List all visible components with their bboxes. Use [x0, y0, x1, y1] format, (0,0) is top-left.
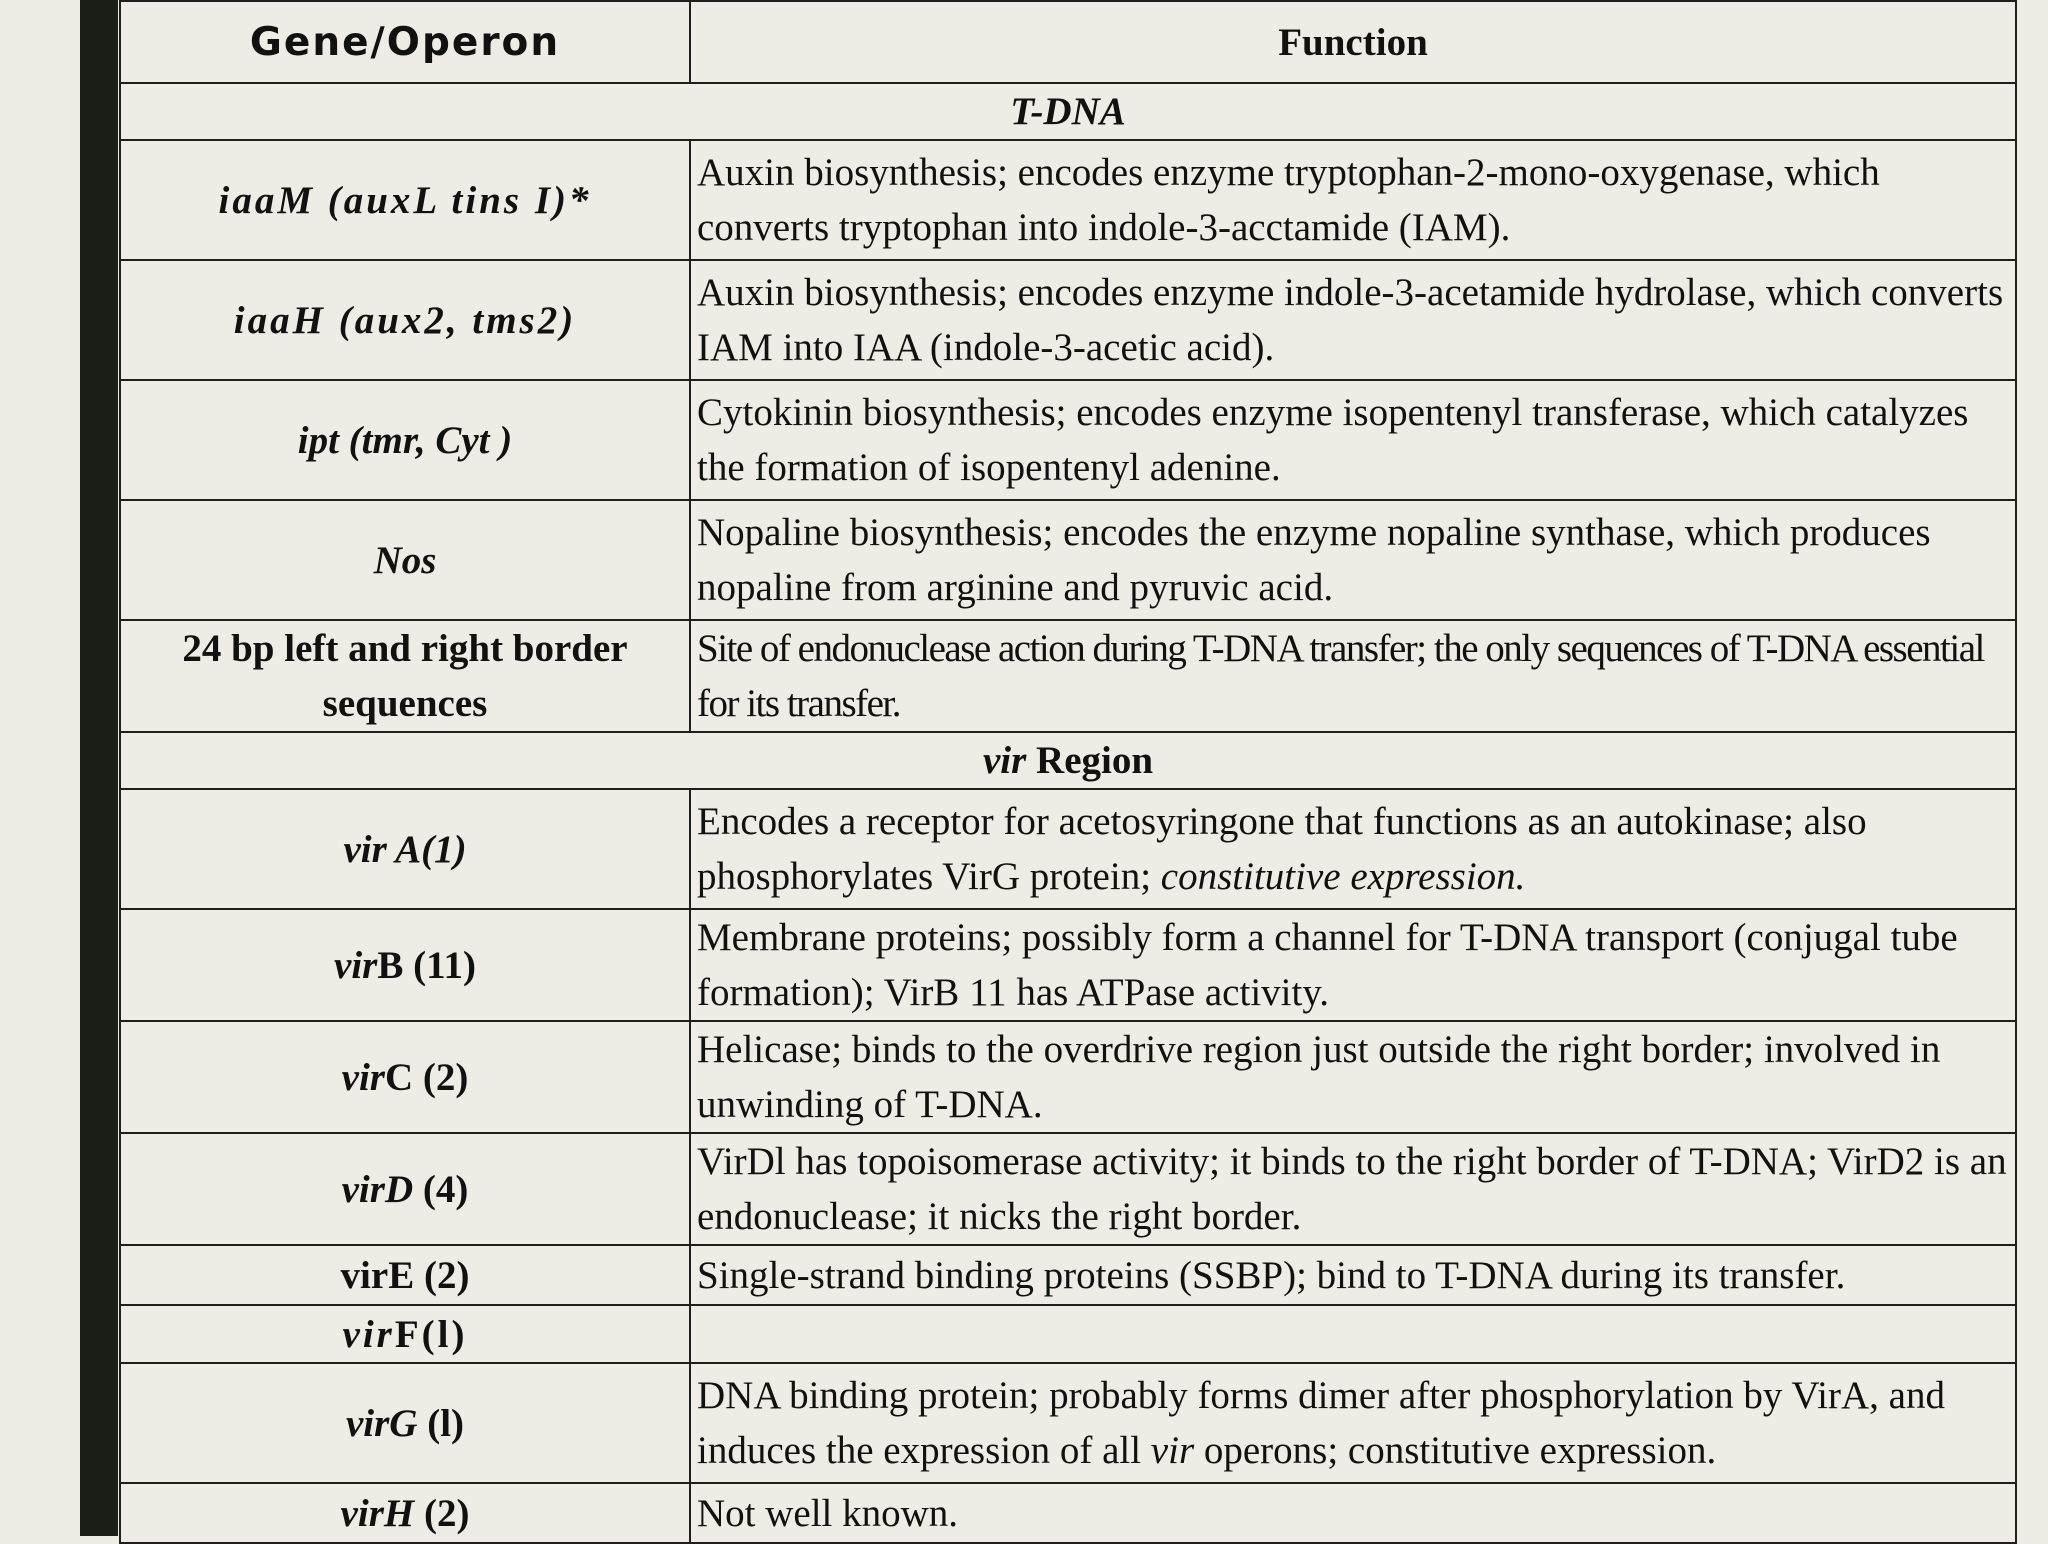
gene-cell: [120, 1021, 690, 1133]
header-function: Function: [690, 1, 2016, 83]
gene-cell: vir A(1): [120, 789, 690, 909]
gene-rest: F(l): [394, 1312, 468, 1356]
function-text-italic: constitutive expression.: [1160, 855, 1526, 898]
table-row: [120, 500, 2016, 620]
table-row: [120, 1363, 2016, 1483]
gene-cell: [120, 1483, 690, 1543]
table-row: [120, 789, 2016, 909]
header-row: [120, 1, 2016, 83]
function-text-tail: operons; constitutive expression.: [1194, 1429, 1717, 1472]
section-title-vir: [120, 732, 2016, 789]
gene-italic: vir: [342, 1312, 395, 1356]
gene-cell: [120, 909, 690, 1021]
section-tdna-label: T-DNA: [1010, 90, 1126, 133]
section-vir-rest: Region: [1026, 739, 1154, 782]
gene-rest: (l): [417, 1401, 465, 1445]
table-row: [120, 140, 2016, 260]
gene-cell: ipt (tmr, Cyt ): [120, 380, 690, 500]
function-cell: [690, 789, 2016, 909]
function-cell: Site of endonuclease action during T-DNA transfer; the only sequences of T-DNA essential for its transfer.: [690, 620, 2016, 732]
header-gene-operon: Gene/Operon: [120, 1, 690, 83]
gene-italic: virG: [345, 1401, 418, 1445]
table-row: [120, 380, 2016, 500]
gene-cell: [120, 1133, 690, 1245]
table-row: [120, 1483, 2016, 1543]
gene-rest: (2): [414, 1491, 470, 1535]
function-cell: Auxin biosynthesis; encodes enzyme tryptophan-2-mono-oxygenase, which converts tryptophan into indole-3-acctamide (IAM).: [690, 140, 2016, 260]
section-row-vir: [120, 732, 2016, 789]
gene-cell: virE (2): [120, 1245, 690, 1305]
function-cell: Single-strand binding proteins (SSBP); bind to T-DNA during its transfer.: [690, 1245, 2016, 1305]
gene-rest: (4): [413, 1167, 469, 1211]
table-row: [120, 620, 2016, 732]
table-row: [120, 260, 2016, 380]
function-cell: Helicase; binds to the overdrive region just outside the right border; involved in unwinding of T-DNA.: [690, 1021, 2016, 1133]
table-row: [120, 1305, 2016, 1363]
gene-italic: virD: [341, 1167, 414, 1211]
gene-rest: B (11): [377, 943, 476, 987]
function-cell: Nopaline biosynthesis; encodes the enzyme nopaline synthase, which produces nopaline from arginine and pyruvic acid.: [690, 500, 2016, 620]
function-text-italic: vir: [1150, 1429, 1195, 1472]
function-cell: Not well known.: [690, 1483, 2016, 1543]
gene-italic: vir: [341, 1055, 385, 1099]
gene-cell: [120, 1363, 690, 1483]
gene-cell: Nos: [120, 500, 690, 620]
function-cell: VirDl has topoisomerase activity; it binds to the right border of T-DNA; VirD2 is an endonuclease; it nicks the right border.: [690, 1133, 2016, 1245]
gene-function-table: [119, 0, 2017, 1544]
table-row: [120, 1133, 2016, 1245]
gene-cell: iaaM (auxL tins I)*: [120, 140, 690, 260]
function-cell: Auxin biosynthesis; encodes enzyme indole-3-acetamide hydrolase, which converts IAM into IAA (indole-3-acetic acid).: [690, 260, 2016, 380]
gene-italic: virH: [340, 1491, 415, 1535]
gene-cell: 24 bp left and right border sequences: [120, 620, 690, 732]
function-cell: [690, 1305, 2016, 1363]
function-text: Encodes a receptor for acetosyringone that functions as an autokinase; also phosphorylates VirG protein;: [697, 800, 1867, 898]
table-row: [120, 909, 2016, 1021]
section-title-tdna: [120, 83, 2016, 140]
function-cell: Membrane proteins; possibly form a channel for T-DNA transport (conjugal tube formation); VirB 11 has ATPase activity.: [690, 909, 2016, 1021]
section-vir-italic: vir: [982, 739, 1027, 782]
table-row: [120, 1245, 2016, 1305]
table-row: [120, 1021, 2016, 1133]
section-row-tdna: [120, 83, 2016, 140]
gene-rest: C (2): [384, 1055, 469, 1099]
function-cell: Cytokinin biosynthesis; encodes enzyme isopentenyl transferase, which catalyzes the formation of isopentenyl adenine.: [690, 380, 2016, 500]
gene-italic: vir: [334, 943, 378, 987]
gene-cell: [120, 1305, 690, 1363]
function-text: DNA binding protein; probably forms dimer after phosphorylation by VirA, and induces the expression of all: [697, 1374, 1945, 1472]
gene-cell: iaaH (aux2, tms2): [120, 260, 690, 380]
function-cell: [690, 1363, 2016, 1483]
left-edge-bar: [80, 0, 118, 1536]
